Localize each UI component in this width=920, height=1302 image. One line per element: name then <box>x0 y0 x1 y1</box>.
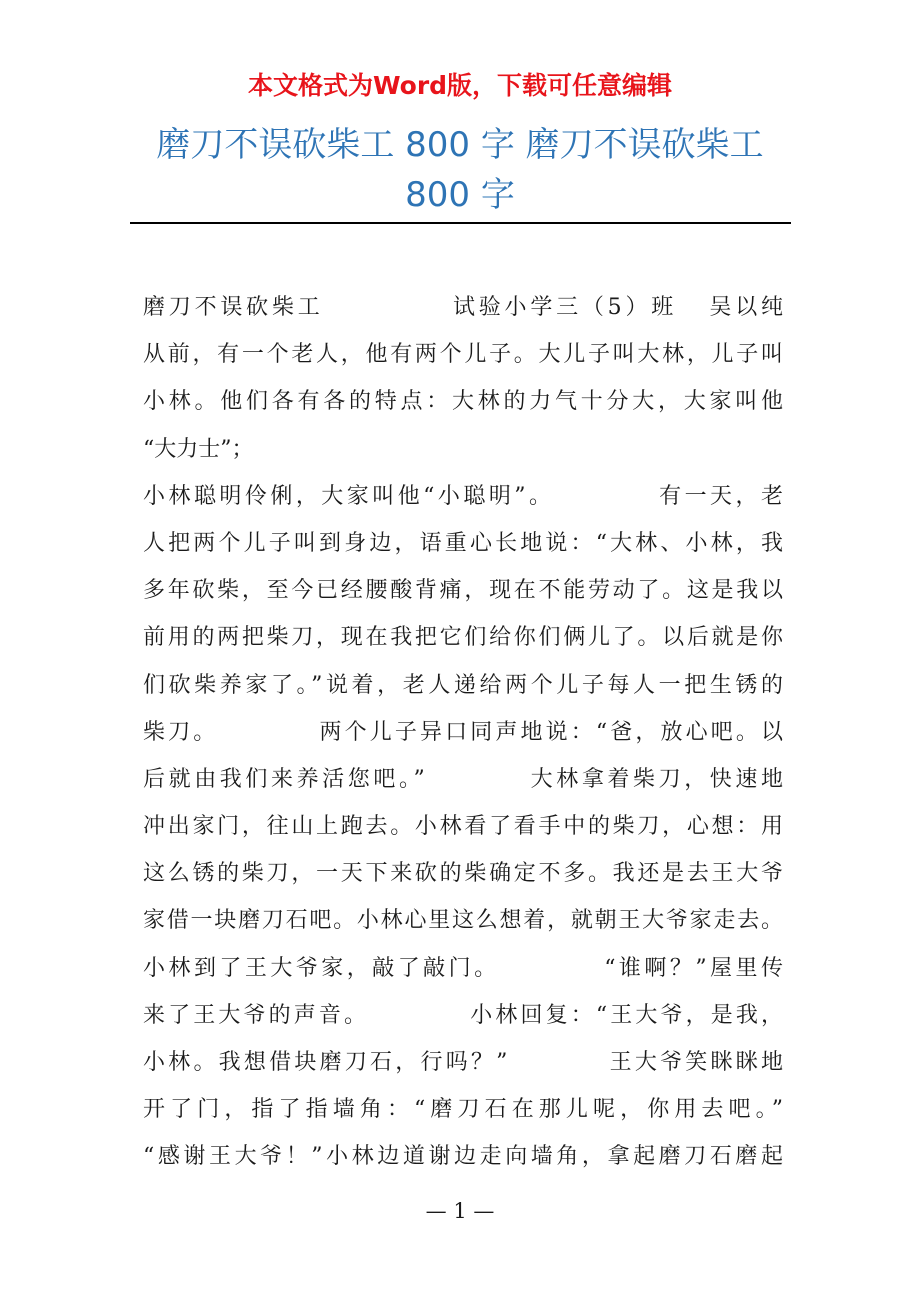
body-line: 这么锈的柴刀，一天下来砍的柴确定不多。我还是去王大爷 <box>143 861 783 887</box>
body-line: 后就由我们来养活您吧。” 大林拿着柴刀，快速地 <box>143 766 783 792</box>
body-line: “感谢王大爷！”小林边道谢边走向墙角，拿起磨刀石磨起 <box>143 1144 783 1170</box>
page-title: 磨刀不误砍柴工 800 字 磨刀不误砍柴工 800 字 <box>156 125 764 215</box>
body-line: 柴刀。 两个儿子异口同声地说：“爸，放心吧。以 <box>143 719 783 745</box>
body-line: 小林聪明伶俐，大家叫他“小聪明”。 有一天，老 <box>143 483 783 509</box>
body-line: 冲出家门，往山上跑去。小林看了看手中的柴刀，心想：用 <box>143 814 783 840</box>
body-line: “大力士”； <box>143 436 254 462</box>
body-line: 人把两个儿子叫到身边，语重心长地说：“大林、小林，我 <box>143 530 783 556</box>
body-line: 小林到了王大爷家，敲了敲门。 “谁啊？”屋里传 <box>143 955 783 981</box>
body-line: 小林。我想借块磨刀石，行吗？” 王大爷笑眯眯地 <box>143 1050 783 1075</box>
body-line: 前用的两把柴刀，现在我把它们给你们俩儿了。以后就是你 <box>143 625 783 651</box>
body-line: 来了王大爷的声音。 小林回复：“王大爷，是我， <box>143 1002 783 1028</box>
body-line: 们砍柴养家了。”说着，老人递给两个儿子每人一把生锈的 <box>143 672 783 698</box>
document-body <box>143 284 783 1181</box>
body-line: 磨刀不误砍柴工 试验小学三（5）班 吴以纯 <box>143 295 783 320</box>
download-notice: 本文格式为Word版，下载可任意编辑 <box>247 71 673 100</box>
body-line: 多年砍柴，至今已经腰酸背痛，现在不能劳动了。这是我以 <box>143 578 783 604</box>
body-line: 开了门，指了指墙角：“磨刀石在那儿呢，你用去吧。” <box>143 1097 783 1123</box>
body-line: 家借一块磨刀石吧。小林心里这么想着，就朝王大爷家走去。 <box>143 908 783 934</box>
body-line: 小林。他们各有各的特点：大林的力气十分大，大家叫他 <box>143 389 783 415</box>
title-divider <box>130 222 791 224</box>
body-line: 从前，有一个老人，他有两个儿子。大儿子叫大林，儿子叫 <box>143 342 783 368</box>
page-number: — 1 — <box>425 1199 495 1223</box>
